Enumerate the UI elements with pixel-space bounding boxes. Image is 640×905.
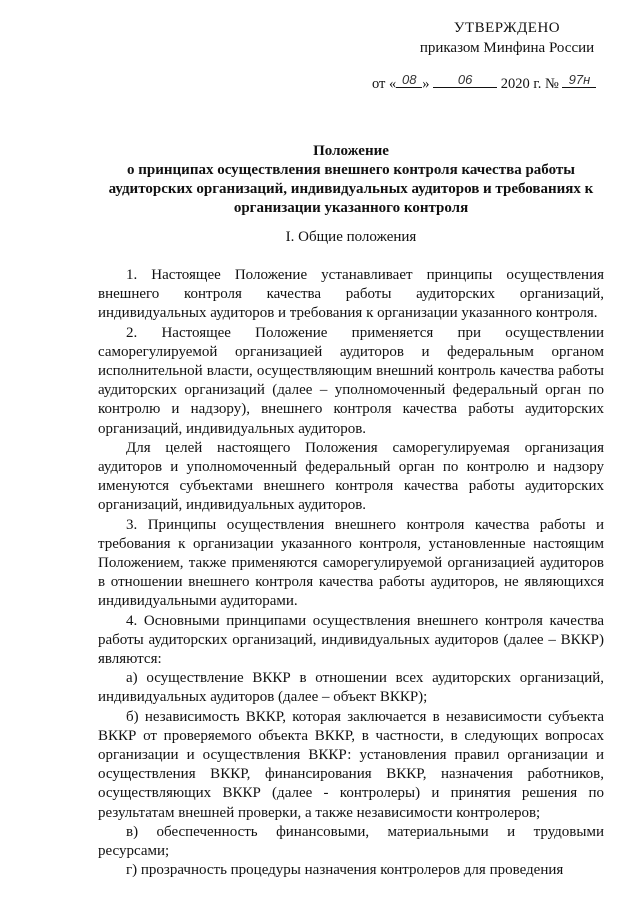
approval-title: УТВЕРЖДЕНО [453,20,561,36]
paragraph-3: Для целей настоящего Положения саморегулируемая организация аудиторов и уполномоченный федеральный орган по контролю и надзору именуются субъектами внешнего контроля качества работы аудиторских организаций, индивидуальных аудиторов. [98,439,604,514]
paragraph-8: в) обеспеченность финансовыми, материальными и трудовыми ресурсами; [98,823,604,860]
approval-order: приказом Минфина России [419,40,595,56]
document-title [98,142,604,218]
approval-stamp [372,18,602,58]
number-sign: № [544,76,559,92]
date-month: 06 [433,72,497,88]
date-quote: » [422,76,430,92]
paragraph-4: 3. Принципы осуществления внешнего контроля качества работы и требования к организации указанного контроля, установленные настоящим Положением, также применяются саморегулируемой организацией аудиторов в отношении внешнего контроля качества работы аудиторов, не являющихся индивидуальными аудиторами. [98,516,604,610]
order-number: 97н [562,72,596,88]
title-line-2: о принципах осуществления внешнего контроля качества работы аудиторских организаций, индивидуальных аудиторов и требованиях к организации указанного контроля [108,162,594,216]
date-year: 2020 г. [500,76,542,92]
paragraph-2: 2. Настоящее Положение применяется при осуществлении саморегулируемой организацией аудиторов и федеральным органом исполнительной власти, осуществляющим внешний контроль качества работы аудиторских организаций (далее – уполномоченный федеральный орган по контролю и надзору), внешнего контроля качества работы аудиторских организаций, индивидуальных аудиторов. [98,324,604,437]
document-body [98,266,604,881]
paragraph-5: 4. Основными принципами осуществления внешнего контроля качества работы аудиторских организаций, индивидуальных аудиторов (далее – ВККР) являются: [98,612,604,668]
date-day: 08 [396,72,422,88]
date-prefix: от « [372,76,397,92]
section-heading: I. Общие положения [285,229,417,245]
paragraph-6: а) осуществление ВККР в отношении всех аудиторских организаций, индивидуальных аудиторов (далее – объект ВККР); [98,670,604,706]
paragraph-1: 1. Настоящее Положение устанавливает принципы осуществления внешнего контроля качества работы аудиторских организаций, индивидуальных аудиторов и требования к организации указанного контроля. [98,267,604,322]
approval-date-line [372,72,596,93]
title-line-1: Положение [313,143,389,159]
paragraph-9: г) прозрачность процедуры назначения контролеров для проведения [126,862,564,879]
paragraph-7: б) независимость ВККР, которая заключается в независимости субъекта ВККР от проверяемого объекта ВККР, в частности, в следующих вопросах организации и осуществления ВККР: установления правил организации и осуществления ВККР, финансирования ВККР, назначения работников, осуществляющих ВККР (далее - контролеры) и принятия решения по результатам внешней проверки, а также независимости контролеров; [98,708,604,821]
